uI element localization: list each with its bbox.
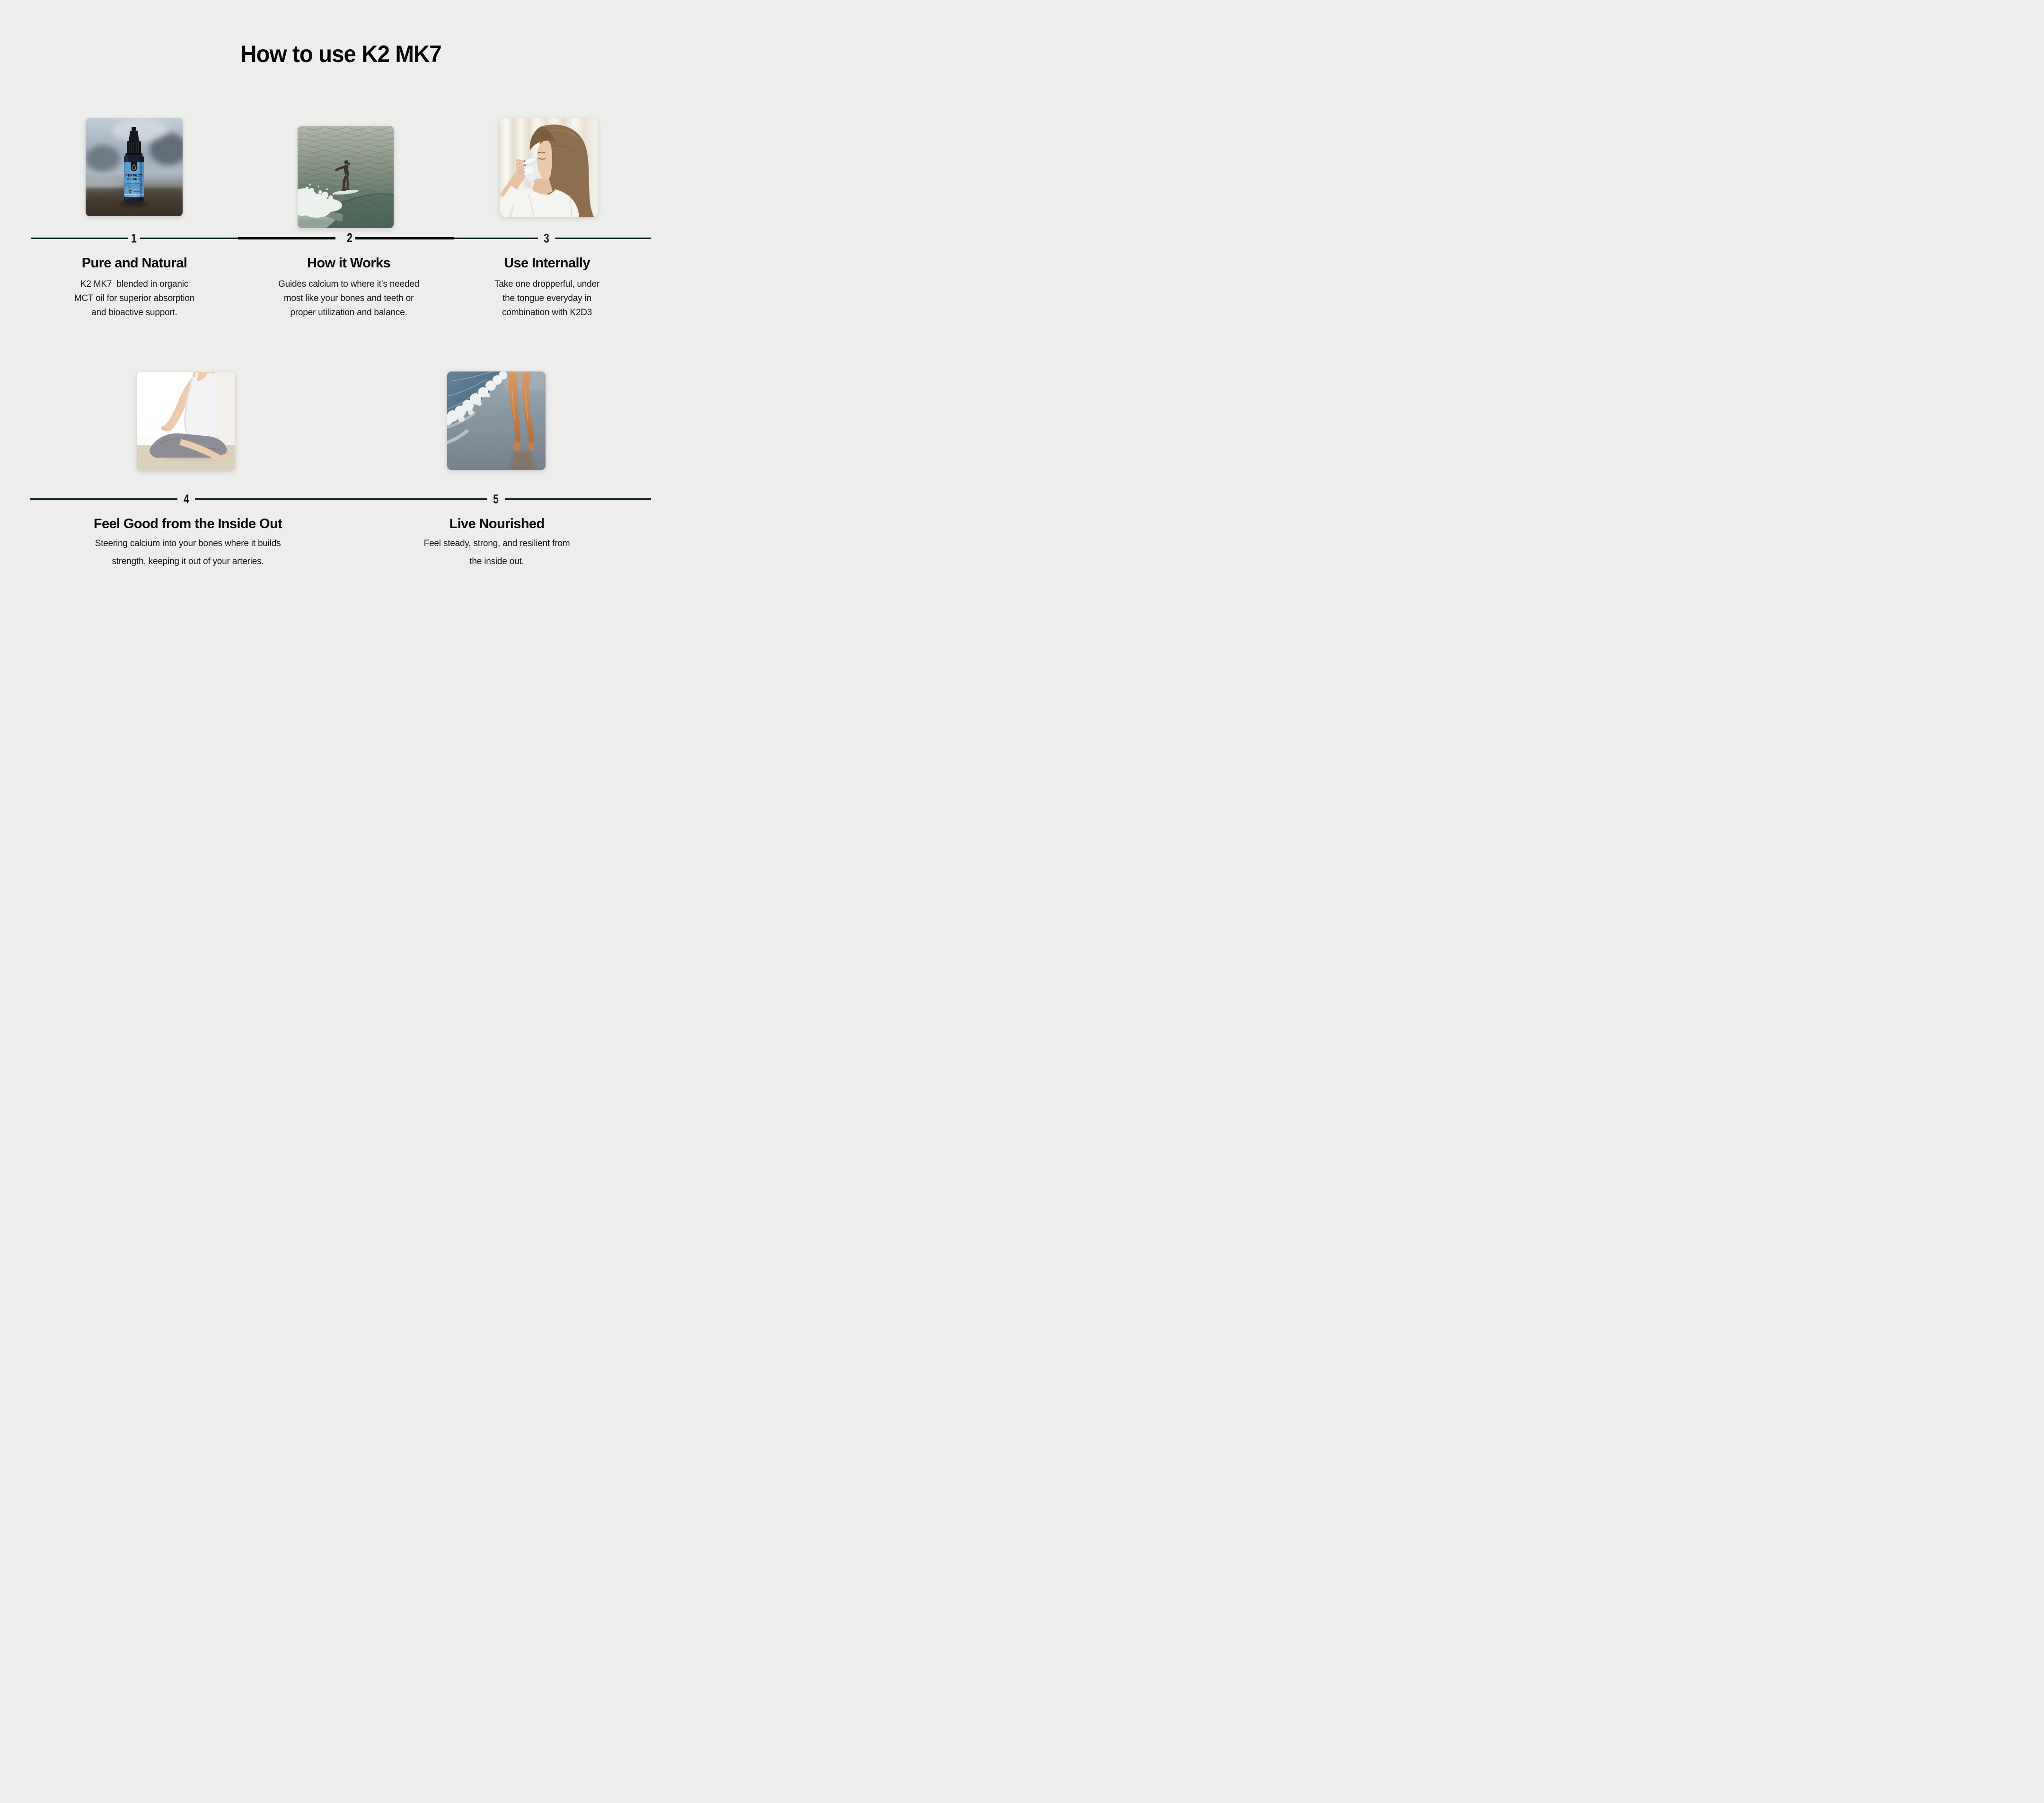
step-4-photo [137, 372, 235, 470]
step-5-description [424, 535, 570, 571]
step-5-photo [447, 371, 546, 470]
timeline-rule-2c [505, 498, 651, 500]
label-supplement: DIETARY SUPPLEMENT [124, 194, 143, 196]
step-2-photo [298, 126, 394, 228]
step-1-description-line: K2 MK7 blended in organic [80, 279, 189, 289]
step-4-title: Feel Good from the Inside Out [93, 516, 282, 531]
usda-badge-text: USDA [129, 191, 132, 193]
beach-legs-illustration [447, 371, 546, 470]
step-3-photo [500, 118, 598, 217]
timeline-rule-1f [555, 238, 651, 239]
step-4-description [95, 535, 281, 571]
step-4-description-line: Steering calcium into your bones where it builds [95, 539, 281, 548]
page-title [0, 40, 681, 68]
step-5-title: Live Nourished [449, 516, 545, 531]
meditation-illustration [137, 372, 235, 470]
step-3-title: Use Internally [504, 256, 590, 271]
k2-mk7-infographic [0, 0, 681, 601]
step-3-description [494, 277, 599, 320]
label-brand-2: K2 MK-7 [127, 177, 141, 181]
step-5-number: 5 [493, 492, 499, 506]
step-2-number: 2 [347, 230, 352, 245]
step-4-description-line: strength, keeping it out of your arteries. [112, 557, 264, 566]
step-2-title: How it Works [307, 256, 390, 271]
step-1-photo [86, 118, 183, 216]
step-1-description [74, 277, 194, 320]
surfer-illustration [298, 126, 394, 228]
step-2-description [278, 277, 419, 320]
step-5-description-line: Feel steady, strong, and resilient from [423, 539, 570, 548]
step-2-description-line: proper utilization and balance. [290, 308, 407, 318]
timeline-rule-1d [355, 237, 454, 239]
step-1-number: 1 [131, 231, 137, 246]
timeline-rule-1e [454, 238, 538, 239]
step-2-description-line: most like your bones and teeth or [283, 293, 414, 303]
page-title-text: How to use K2 MK7 [240, 41, 441, 67]
timeline-rule-1b [140, 238, 238, 239]
label-dosage: 400MCG of Vitamin K2 [127, 186, 141, 188]
timeline-rule-2a [30, 498, 177, 500]
step-2-description-line: Guides calcium to where it’s needed [278, 279, 419, 289]
label-organic: ORGANIC [133, 190, 141, 193]
step-1-description-line: and bioactive support. [91, 308, 177, 318]
legs-reflection [511, 451, 535, 470]
label-support-2: Optimum Calcium Absorption [124, 184, 144, 186]
label-support-1: Supports Bone Health + [126, 182, 142, 184]
step-3-description-line: Take one dropperful, under [494, 279, 599, 289]
label-volume: 0.5 FL. OZ. (15 ML) [127, 196, 141, 198]
step-3-description-line: combination with K2D3 [502, 308, 592, 318]
timeline-rule-1a [31, 238, 128, 239]
step-4-number: 4 [184, 492, 189, 506]
step-3-number: 3 [544, 231, 549, 246]
woman-drinking-illustration [500, 118, 598, 217]
timeline-rule-2b [195, 498, 487, 500]
step-3-description-line: the tongue everyday in [502, 293, 591, 303]
step-1-description-line: MCT oil for superior absorption [74, 293, 195, 303]
timeline-rule-1c [238, 237, 335, 239]
dropper-bottle-illustration [86, 118, 183, 216]
label-brand-1: PERFECT [125, 173, 142, 177]
step-1-title: Pure and Natural [81, 256, 187, 271]
step-5-description-line: the inside out. [469, 557, 524, 566]
